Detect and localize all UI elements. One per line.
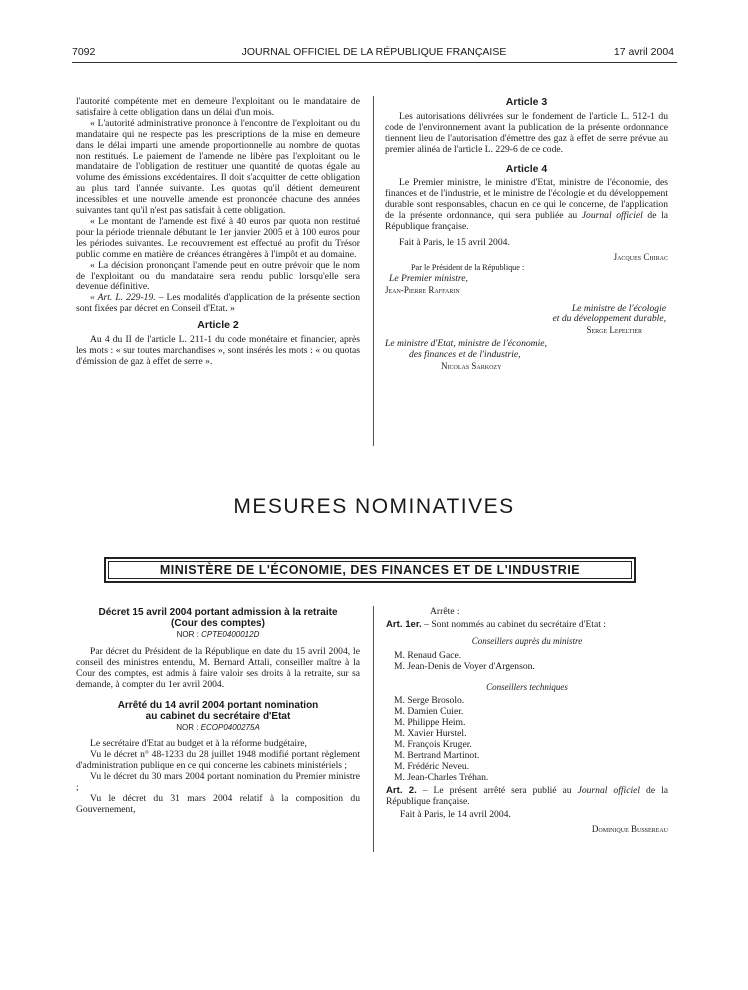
conseillers-techniques-heading: Conseillers techniques <box>486 681 568 692</box>
pm-signature: Jean-Pierre Raffarin <box>385 284 460 295</box>
article-reference-text: – Les modalités d'application de la présente section sont fixées par décret en Conseil d'Etat. » <box>76 292 361 315</box>
article-4-title: Article 4 <box>505 162 548 175</box>
technique-names-list <box>386 696 668 783</box>
article-3-text: Les autorisations délivrées sur le fondement de l'article L. 512-1 du code de l'environnement avant la publication de la présente ordonnance tiennent lieu de l'autorisation d'émettre des gaz à effet de serre prévue au premier alinéa de l'article L. 229-6 de ce code. <box>385 110 668 155</box>
paragraph: Le secrétaire d'Etat au budget et à la réforme budgétaire, <box>90 738 307 750</box>
decree-title-1: Décret 15 avril 2004 portant admission à la retraite <box>98 607 338 618</box>
ecologie-title-2: et du développement durable, <box>552 313 666 325</box>
arrete-title-2: au cabinet du secrétaire d'Etat <box>145 710 291 722</box>
section-heading: MESURES NOMINATIVES <box>233 495 515 518</box>
paragraph: « L'autorité administrative prononce à l'encontre de l'exploitant ou du mandataire qui ne respecte pas les prescriptions de la mise en demeure dans le délai imparti une amende proportionnelle au nombre de quotas non restitués. Le paiement de l'amende ne libère pas l'exploitant ou le mandataire de l'obligation de restituer une quantité de quotas égale au volume des émissions excédentaires. Il doit s'acquitter de cette obligation au plus tard l'année suivante. Les quotas qu'il détient demeurent incessibles et une nouvelle amende est prononcée chacune des années suivantes tant qu'il n'est pas satisfait à cette obligation. <box>76 117 360 217</box>
issue-date: 17 avril 2004 <box>613 46 674 58</box>
article-1: Art. 1er. – Sont nommés au cabinet du secrétaire d'Etat : <box>386 618 606 630</box>
fait-a-paris: Fait à Paris, le 15 avril 2004. <box>399 236 510 248</box>
president-signature: Jacques Chirac <box>613 251 668 262</box>
decree-nor: NOR : CPTE0400012D <box>176 630 260 639</box>
ecologie-signature: Serge Lepeltier <box>586 325 642 336</box>
signature: Dominique Bussereau <box>591 824 668 835</box>
ministry-heading: MINISTÈRE DE L'ÉCONOMIE, DES FINANCES ET DE L'INDUSTRIE <box>108 561 632 579</box>
article-4-text: Le Premier ministre, le ministre d'Etat, ministre de l'économie, des finances et de l'industrie, et le ministre de l'écologie et du développement durable sont responsables, chacun en ce qui le concerne, de l'application de la présente ordonnance, qui sera publiée au Journal officiel de la République française. <box>385 177 668 233</box>
page-number: 7092 <box>72 46 96 58</box>
list-item: M. Philippe Heim. <box>394 717 466 729</box>
conseillers-ministre-heading: Conseillers auprès du ministre <box>471 635 583 646</box>
article-2-text: Au 4 du II de l'article L. 211-1 du code monétaire et financier, après les mots : « sur toutes marchandises », sont insérés les mots : « ou quotas d'émission de gaz à effet de serre ». <box>76 334 360 367</box>
arrete-nor: NOR : ECOP0400275A <box>176 722 260 732</box>
etat-title-1: Le ministre d'Etat, ministre de l'économie, <box>385 338 547 350</box>
journal-reference: Journal officiel <box>577 784 641 796</box>
article-3-title: Article 3 <box>505 96 548 108</box>
top-left-column <box>76 97 360 368</box>
fait-a-paris: Fait à Paris, le 14 avril 2004. <box>400 808 511 820</box>
pm-title: Le Premier ministre, <box>389 272 468 284</box>
bottom-left-column <box>76 607 360 816</box>
paragraph: l'autorité compétente met en demeure l'exploitant ou le mandataire de satisfaire à cette obligation dans un délai d'un mois. <box>76 96 360 118</box>
ministry-heading-box <box>104 557 636 583</box>
bottom-right-column <box>386 607 668 835</box>
arrete-label: Arrête : <box>430 606 460 617</box>
list-item: M. Bertrand Martinot. <box>394 749 480 761</box>
column-separator <box>373 606 374 852</box>
article-2-title: Article 2 <box>197 319 239 332</box>
journal-reference: Journal officiel <box>581 210 643 222</box>
list-item: M. Jean-Denis de Voyer d'Argenson. <box>394 660 535 672</box>
paragraph: « Le montant de l'amende est fixé à 40 euros par quota non restitué pour la période triennale débutant le 1er janvier 2005 et à 100 euros pour les périodes suivantes. Le recouvrement est effectué au profit du Trésor public comme en matière de créances étrangères à l'impôt et au domaine. <box>76 215 360 260</box>
ecologie-title-1: Le ministre de l'écologie <box>571 302 666 314</box>
article-2: Art. 2. – Le présent arrêté sera publié au Journal officiel de la République française. <box>386 784 668 807</box>
ministre-names-list <box>386 651 668 673</box>
list-item: M. Xavier Hurstel. <box>394 728 467 740</box>
etat-signature: Nicolas Sarkozy <box>441 361 502 372</box>
journal-title: JOURNAL OFFICIEL DE LA RÉPUBLIQUE FRANÇAISE <box>241 46 507 58</box>
header-rule <box>72 62 677 63</box>
paragraph: Vu le décret du 30 mars 2004 portant nomination du Premier ministre ; <box>76 771 360 794</box>
list-item: M. François Kruger. <box>394 739 472 751</box>
list-item: M. Serge Brosolo. <box>394 695 465 707</box>
etat-title-2: des finances et de l'industrie, <box>409 349 521 361</box>
list-item: M. Damien Cuier. <box>394 706 464 718</box>
list-item: M. Jean-Charles Tréhan. <box>394 771 489 783</box>
list-item: M. Renaud Gace. <box>394 649 462 661</box>
par-le-president: Par le Président de la République : <box>411 262 525 272</box>
paragraph: « La décision prononçant l'amende peut en outre prévoir que le nom de l'exploitant ou du mandataire sera rendu public lorsqu'elle sera devenue définitive. <box>76 259 360 293</box>
paragraph: Vu le décret du 31 mars 2004 relatif à la composition du Gouvernement, <box>76 792 360 815</box>
arrete-title-1: Arrêté du 14 avril 2004 portant nomination <box>117 699 319 711</box>
paragraph: Vu le décret n° 48-1233 du 28 juillet 1948 modifié portant règlement d'administration publique en ce qui concerne les cabinets ministériels ; <box>76 749 360 772</box>
column-separator <box>373 96 374 446</box>
list-item: M. Frédéric Neveu. <box>394 760 470 772</box>
decree-title-2: (Cour des comptes) <box>171 618 265 629</box>
decree-text: Par décret du Président de la République en date du 15 avril 2004, le conseil des ministres entendu, M. Bernard Attali, conseiller maître à la Cour des comptes, est admis à faire valoir ses droits à la retraite, sur sa demande, à compter du 1er avril 2004. <box>76 645 360 690</box>
article-reference: « Art. L. 229-19. <box>90 292 156 304</box>
top-right-column <box>385 97 668 372</box>
paragraph <box>76 293 360 315</box>
